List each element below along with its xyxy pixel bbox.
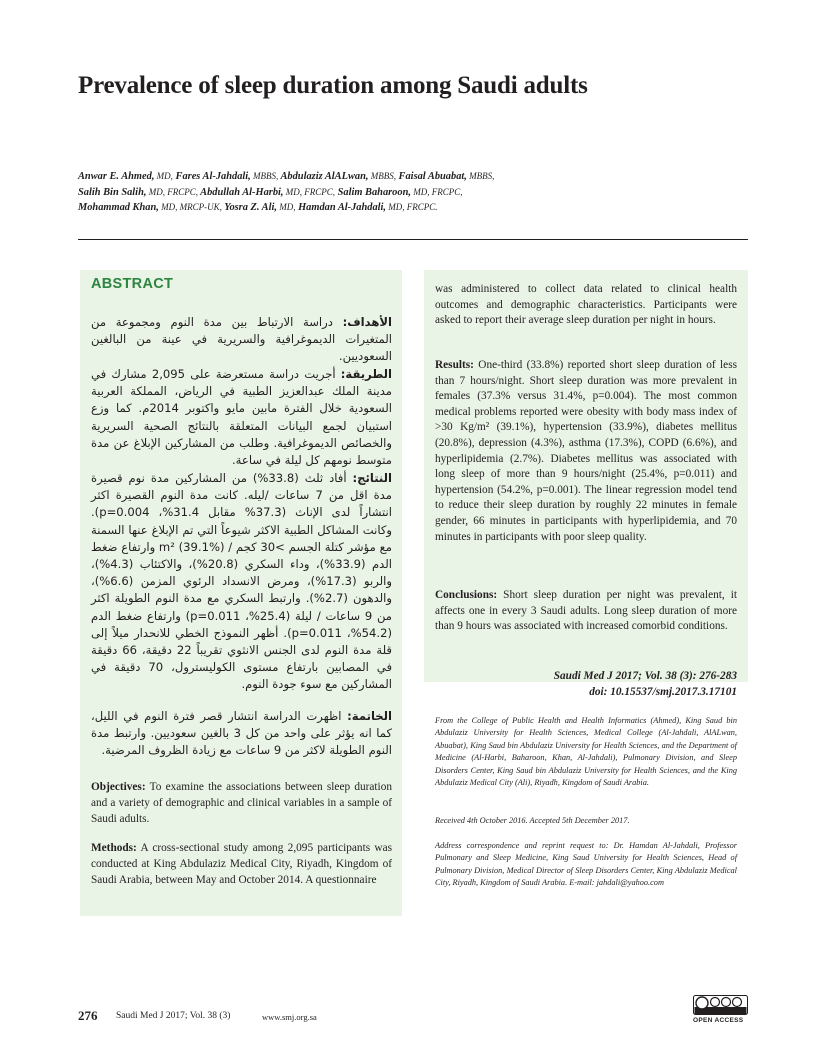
author-line-3 xyxy=(78,200,738,216)
author-name: Mohammad Khan, xyxy=(78,202,159,213)
author-name: Faisal Abuabat, xyxy=(395,171,467,182)
english-objectives xyxy=(91,780,392,827)
author-degree: MBBS, xyxy=(466,171,495,181)
abstract-heading: ABSTRACT xyxy=(91,276,174,292)
author-degree: MD, xyxy=(154,171,173,181)
author-name: Abdulaziz AlALwan, xyxy=(278,171,369,182)
author-degree: MD, FRCPC, xyxy=(146,186,198,197)
author-list xyxy=(78,169,738,216)
author-name: Salim Baharoon, xyxy=(335,186,411,198)
author-degree: MD, MRCP-UK, xyxy=(158,202,222,212)
author-degree: MBBS, xyxy=(368,171,396,181)
arabic-results xyxy=(91,470,392,694)
conclusions-label: Conclusions: xyxy=(435,589,498,601)
english-methods xyxy=(91,841,392,888)
english-results xyxy=(435,358,737,545)
author-line-1 xyxy=(78,169,738,185)
correspondence-text: Address correspondence and reprint request to: Dr. Hamdan Al-Jahdali, Professor Pulmonary and Sleep Medicine, King Saud University for Health Sciences, Head of Pulmonary Division, Medical Director of Sleep Disorders Center, King Abdulaziz Medical City, Riyadh, Kingdom of Saudi Arabia. E-mail: jahdali@yahoo.com xyxy=(435,841,737,888)
objectives-label: Objectives: xyxy=(91,781,146,793)
arabic-results-text: أفاد ثلث (33.8%) من المشاركين مدة نوم قصيرة مدة اقل من 7 ساعات /ليله. كانت مدة النوم القصيرة اكثر انتشاراً لدى الإناث (37.3% مقابل 31.4%، p=0.004). وكانت المشاكل الطبية الاكثر شيوعاً التي تم الإبلاغ عنها السمنة مع مؤشر كتلة الجسم >30 كجم / m² (39.1%) وارتفاع ضغط الدم (33.9%)، وداء السكري (20.8%)، والاكتئاب (4.3%)، والربو (17.3%)، ومرض الانسداد الرئوي المزمن (6.6%)، والدهون (2.7%). وارتبط السكري مع مدة النوم الطويلة اكثر من 9 ساعات / ليلة (25.4%، p=0.011) وارتفاع ضغط الدم (54.2%، p=0.011). أظهر النموذج الخطي للانحدار ميلاً إلى قلة مدة النوم لدى الجنس الانثوي تقريباً 22 دقيقة، 66 دقيقة في المصابين بارتفاع مستوى الكوليسترول، 70 دقيقة في المشاركين مع سوء جودة النوم. xyxy=(91,471,393,692)
results-label: Results: xyxy=(435,359,474,371)
arabic-objectives-text: دراسة الارتباط بين مدة النوم ومجموعة من المتغيرات الديموغرافية والسريرية في عينة من البالغين السعوديين. xyxy=(91,315,392,364)
footer-url[interactable]: www.smj.org.sa xyxy=(262,1012,317,1022)
english-methods-continued: was administered to collect data related to clinical health outcomes and demographic characteristics. Participants were asked to report their average sleep duration per night in hours. xyxy=(435,283,737,327)
arabic-results-label: النتائج: xyxy=(352,471,392,485)
received-dates: Received 4th October 2016. Accepted 5th December 2017. xyxy=(435,816,630,825)
methods-label: Methods: xyxy=(91,842,137,854)
author-degree: MD, FRCPC, xyxy=(410,186,463,197)
english-conclusions xyxy=(435,588,737,635)
author-name: Salih Bin Salih, xyxy=(78,186,147,198)
citation-doi: doi: 10.15537/smj.2017.3.17101 xyxy=(589,686,737,698)
arabic-conclusion xyxy=(91,708,392,760)
arabic-objectives xyxy=(91,314,392,366)
arabic-conclusion-label: الخاتمة: xyxy=(347,709,392,723)
author-degree: MD, FRCPC, xyxy=(283,186,336,197)
arabic-method xyxy=(91,366,392,469)
author-degree: MD, xyxy=(276,202,296,212)
article-title: Prevalence of sleep duration among Saudi adults xyxy=(78,72,588,99)
results-text: One-third (33.8%) reported short sleep duration of less than 7 hours/night. Short sleep duration was more prevalent in females (37.3% versus 31.4%, p=0.004). The most common medical problems reported were obesity with body mass index of >30 Kg/m² (39.1%), hypertension (33.9%), diabetes mellitus (20.8%), depression (4.3%), asthma (17.3%), COPD (6.6%), and hyperlipidemia (2.7%). Diabetes mellitus was associated with long sleep of more than 9 hours/night (25.4%, p=0.011) and hypertension (54.2%, p=0.001). The linear regression model tend to reduce their sleep duration by roughly 22 minutes in female gender, 66 minutes in participants with hyperlipidemia, and 70 minutes in participants with poor sleep quality. xyxy=(435,359,737,543)
arabic-objectives-label: الأهداف: xyxy=(342,315,392,329)
author-name: Fares Al-Jahdali, xyxy=(172,171,251,182)
affiliation-text: From the College of Public Health and Health Informatics (Ahmed), King Saud bin Abdulaziz University for Health Sciences, Medical College (Al-Jahdali, AlALwan, Abuabat), King Saud bin Abdulaziz University for Health Sciences, and the Department of Medicine (Al-Harbi, Baharoon, Khan, Al-Jahdali), Pulmonary Division, and Sleep Disorders Center, King Saud bin Abdulaziz University for Health Sciences, and the King Abdulaziz Medical City (Ali), Riyadh, Kingdom of Saudi Arabia. xyxy=(435,716,737,788)
title-divider xyxy=(78,239,748,240)
author-name: Anwar E. Ahmed, xyxy=(78,171,155,182)
author-name: Yosra Z. Ali, xyxy=(221,202,277,213)
author-line-2 xyxy=(78,185,738,201)
conclusions-text: Short sleep duration per night was prevalent, it affects one in every 3 Saudi adults. Long sleep duration of more than 9 hours was associated with increased comorbid conditions. xyxy=(435,589,737,633)
arabic-method-label: الطريقة: xyxy=(340,367,392,381)
arabic-conclusion-text: اظهرت الدراسة انتشار قصر فترة النوم في الليل، كما انه يؤثر على واحد من كل 3 بالغين سعوديين. وارتبط مدة النوم الطويلة لاكثر من 9 ساعات مع زيادة الظروف المرضية. xyxy=(91,709,392,758)
citation-journal: Saudi Med J 2017; Vol. 38 (3): 276-283 xyxy=(553,670,737,682)
cc-license-icon xyxy=(693,995,748,1015)
arabic-method-text: أجريت دراسة مستعرضة على 2,095 مشارك في مدينة الملك عبدالعزيز الطبية في الرياض، المملكة العربية السعودية خلال الفترة مابين مايو واكتوبر 2014م. كما وزع استبيان لجمع البيانات المتعلقة بالنتائج الصحية السريرية والخصائص الديموغرافية. وطلب من المشاركين الإبلاغ عن مدة متوسط نومهم كل ليلة في ساعة. xyxy=(91,367,392,468)
author-name: Hamdan Al-Jahdali, xyxy=(295,202,387,213)
open-access-label: OPEN ACCESS xyxy=(693,1017,744,1024)
author-degree: MBBS, xyxy=(250,171,279,181)
methods-text: A cross-sectional study among 2,095 participants was conducted at King Abdulaziz Medical City, Riyadh, Kingdom of Saudi Arabia, between May and October 2014. A questionnaire xyxy=(91,842,392,886)
footer-journal: Saudi Med J 2017; Vol. 38 (3) xyxy=(116,1011,231,1021)
author-degree: MD, FRCPC. xyxy=(386,202,438,212)
objectives-text: To examine the associations between sleep duration and a variety of demographic and clinical variables in a sample of Saudi adults. xyxy=(91,781,392,825)
author-name: Abdullah Al-Harbi, xyxy=(197,186,284,198)
page-number: 276 xyxy=(78,1008,98,1023)
